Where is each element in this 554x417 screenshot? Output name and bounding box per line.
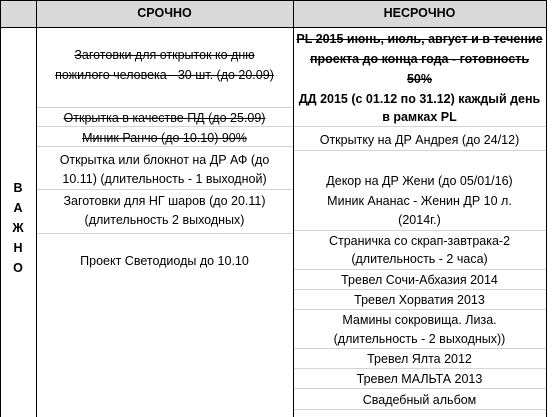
- urgent-cell[interactable]: пожилого человека - 30 шт. (до 20.09): [55, 68, 274, 82]
- not-urgent-cell[interactable]: PL 2015 июнь, июль, август и в течение: [296, 32, 543, 46]
- header-urgent[interactable]: СРОЧНО: [137, 6, 192, 20]
- header-not-urgent[interactable]: НЕСРОЧНО: [383, 6, 456, 20]
- sidebar-letter: Ж: [12, 221, 24, 235]
- not-urgent-cell[interactable]: Тревел Сочи-Абхазия 2014: [341, 273, 498, 287]
- not-urgent-cell[interactable]: (2014г.): [398, 213, 441, 227]
- not-urgent-cell[interactable]: Миник Ананас - Женин ДР 10 л.: [327, 194, 512, 208]
- sidebar-letter: А: [13, 201, 23, 215]
- sidebar-letter: О: [13, 261, 23, 275]
- not-urgent-cell[interactable]: Тревел МАЛЬТА 2013: [356, 372, 483, 386]
- not-urgent-cell[interactable]: (длительность - 2 выходных)): [333, 332, 506, 346]
- not-urgent-cell[interactable]: Тревел Ялта 2012: [367, 352, 472, 366]
- not-urgent-cell[interactable]: Свадебный альбом: [362, 393, 477, 407]
- urgent-cell[interactable]: Заготовки для открыток ко дню: [74, 48, 255, 62]
- urgent-cell[interactable]: Открытка в качестве ПД (до 25.09): [63, 111, 266, 125]
- not-urgent-cell[interactable]: Открытку на ДР Андрея (до 24/12): [319, 133, 520, 147]
- urgent-cell[interactable]: Заготовки для НГ шаров (до 20.11): [63, 194, 266, 208]
- sidebar-letter: В: [13, 181, 23, 195]
- not-urgent-cell[interactable]: 50%: [406, 72, 433, 86]
- urgent-cell[interactable]: Миник Ранчо (до 10.10) 90%: [82, 131, 247, 145]
- urgent-cell[interactable]: 10.11) (длительность - 1 выходной): [62, 172, 267, 186]
- urgent-cell[interactable]: Проект Светодиоды до 10.10: [80, 254, 249, 268]
- not-urgent-cell[interactable]: проекта до конца года - готовность: [309, 52, 530, 66]
- sidebar-letter: Н: [13, 241, 23, 255]
- urgent-cell[interactable]: (длительность 2 выходных): [84, 213, 245, 227]
- not-urgent-cell[interactable]: Страничка со скрап-завтрака-2: [328, 234, 511, 248]
- empty-column: [547, 0, 554, 417]
- not-urgent-cell[interactable]: Мамины сокровища. Лиза.: [342, 313, 497, 327]
- not-urgent-cell[interactable]: Декор на ДР Жени (до 05/01/16): [326, 174, 513, 188]
- urgent-cell[interactable]: Открытка или блокнот на ДР АФ (до: [59, 153, 270, 167]
- not-urgent-cell[interactable]: ДД 2015 (с 01.12 по 31.12) каждый день: [298, 92, 541, 106]
- not-urgent-cell[interactable]: в рамках PL: [382, 110, 457, 124]
- not-urgent-cell[interactable]: (длительность - 2 часа): [351, 252, 488, 266]
- not-urgent-cell[interactable]: Тревел Хорватия 2013: [354, 293, 485, 307]
